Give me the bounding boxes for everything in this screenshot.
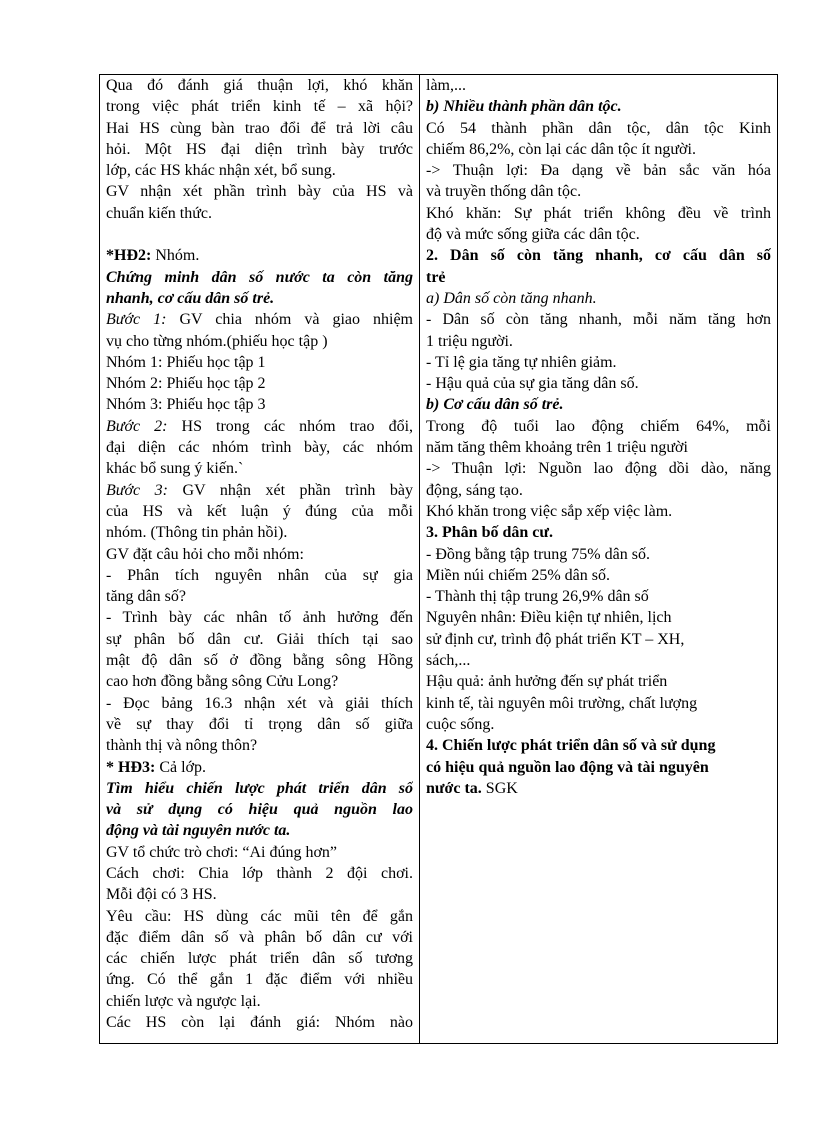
content-column — [420, 75, 778, 1044]
step3-label: Bước 3: — [106, 481, 168, 499]
sgk-reference: SGK — [481, 779, 518, 797]
blank-line — [106, 224, 413, 245]
right-line: - Đồng bằng tập trung 75% dân số. — [426, 545, 650, 563]
right-line: sử định cư, trình độ phát triển KT – XH, — [426, 630, 685, 648]
right-line: và truyền thống dân tộc. — [426, 183, 582, 201]
hd3-line — [106, 757, 413, 778]
question-line: GV đặt câu hỏi cho mỗi nhóm: — [106, 545, 304, 563]
question-line: - Phân tích nguyên nhân của sự gia — [106, 566, 413, 584]
left-line: khác bổ sung ý kiến.` — [106, 460, 244, 478]
right-line: -> Thuận lợi: Nguồn lao động dồi dào, năng — [426, 460, 771, 478]
game-line: các chiến lược phát triển dân số tương — [106, 950, 413, 968]
hd2-title: nhanh, cơ cấu dân số trẻ. — [106, 289, 275, 307]
group-line: Nhóm 2: Phiếu học tập 2 — [106, 375, 266, 393]
question-line: sự phân bố dân cư. Giải thích tại sao — [106, 630, 413, 648]
left-line: Hai HS cùng bàn trao đổi để trả lời câu — [106, 119, 413, 137]
left-line: chuẩn kiến thức. — [106, 204, 212, 222]
hd3-title: động và tài nguyên nước ta. — [106, 822, 291, 840]
question-line: - Đọc bảng 16.3 nhận xét và giải thích — [106, 694, 413, 712]
left-line: trong việc phát triển kinh tế – xã hội? — [106, 98, 413, 116]
right-line: động, sáng tạo. — [426, 481, 523, 499]
question-line: - Trình bày các nhân tố ảnh hưởng đến — [106, 609, 413, 627]
left-line: lớp, các HS khác nhận xét, bổ sung. — [106, 162, 336, 180]
section-4-heading-end: nước ta. — [426, 779, 482, 797]
right-line: chiếm 86,2%, còn lại các dân tộc ít người. — [426, 140, 696, 158]
hd3-label: * HĐ3: — [106, 758, 156, 776]
hd3-title: Tìm hiểu chiến lược phát triển dân số — [106, 779, 413, 797]
question-line: thành thị và nông thôn? — [106, 737, 258, 755]
lesson-plan-table — [99, 74, 778, 1044]
left-line: nhóm. (Thông tin phản hồi). — [106, 524, 288, 542]
step1-text: GV chia nhóm và giao nhiệm — [166, 311, 413, 329]
left-line: hỏi. Một HS đại diện trình bày trước — [106, 140, 413, 158]
left-line: của HS và kết luận ý đúng của mỗi — [106, 502, 413, 520]
right-line: Có 54 thành phần dân tộc, dân tộc Kinh — [426, 119, 771, 137]
hd2-title: Chứng minh dân số nước ta còn tăng — [106, 268, 413, 286]
question-line: về sự thay đổi tỉ trọng dân số giữa — [106, 715, 413, 733]
game-line: ứng. Có thể gắn 1 đặc điểm với nhiều — [106, 971, 413, 989]
right-line: - Thành thị tập trung 26,9% dân số — [426, 588, 649, 606]
section-b2-heading: b) Cơ cấu dân số trẻ. — [426, 396, 564, 414]
step2-line — [106, 416, 413, 437]
section-b-heading: b) Nhiều thành phần dân tộc. — [426, 98, 622, 116]
right-line: Nguyên nhân: Điều kiện tự nhiên, lịch — [426, 609, 672, 627]
section-a-heading: a) Dân số còn tăng nhanh. — [426, 289, 597, 307]
game-line: Yêu cầu: HS dùng các mũi tên để gắn — [106, 907, 413, 925]
group-line: Nhóm 3: Phiếu học tập 3 — [106, 396, 266, 414]
section-2-heading: trẻ — [426, 268, 446, 286]
step2-text: HS trong các nhóm trao đổi, — [167, 417, 413, 435]
left-line: đại diện các nhóm trình bày, các nhóm — [106, 439, 413, 457]
left-line: GV nhận xét phần trình bày của HS và — [106, 183, 413, 201]
teacher-activity-column — [100, 75, 420, 1044]
right-line: - Dân số còn tăng nhanh, mỗi năm tăng hơn — [426, 311, 771, 329]
hd2-mode: Nhóm. — [151, 247, 200, 265]
game-line: Mỗi đội có 3 HS. — [106, 886, 217, 904]
section-4-heading: có hiệu quả nguồn lao động và tài nguyên — [426, 758, 709, 776]
left-line: Qua đó đánh giá thuận lợi, khó khăn — [106, 77, 413, 94]
right-line: -> Thuận lợi: Đa dạng về bản sắc văn hóa — [426, 162, 771, 180]
right-line: Miền núi chiếm 25% dân số. — [426, 566, 610, 584]
right-line: độ và mức sống giữa các dân tộc. — [426, 226, 640, 244]
game-line: đặc điểm dân số và phân bố dân cư với — [106, 928, 413, 946]
step1-line — [106, 309, 413, 330]
right-line: năm tăng thêm khoảng trên 1 triệu người — [426, 439, 688, 457]
hd2-label: *HĐ2: — [106, 247, 152, 265]
hd3-title: và sử dụng có hiệu quả nguồn lao — [106, 801, 413, 819]
question-line: tăng dân số? — [106, 588, 186, 606]
hd2-line — [106, 245, 413, 266]
section-3-heading: 3. Phân bố dân cư. — [426, 524, 553, 542]
right-line: Khó khăn: Sự phát triển không đều về trình — [426, 204, 771, 222]
section-4-last-line — [426, 778, 771, 799]
right-line: Trong độ tuổi lao động chiếm 64%, mỗi — [426, 417, 771, 435]
section-4-heading: 4. Chiến lược phát triển dân số và sử dụng — [426, 737, 716, 755]
right-line: - Tỉ lệ gia tăng tự nhiên giảm. — [426, 353, 617, 371]
step3-text: GV nhận xét phần trình bày — [168, 481, 413, 499]
step1-label: Bước 1: — [106, 311, 167, 329]
section-2-heading: 2. Dân số còn tăng nhanh, cơ cấu dân số — [426, 247, 771, 265]
group-line: Nhóm 1: Phiếu học tập 1 — [106, 353, 266, 371]
right-line: Hậu quả: ảnh hưởng đến sự phát triển — [426, 673, 668, 691]
game-line: Cách chơi: Chia lớp thành 2 đội chơi. — [106, 864, 413, 882]
right-line: làm,... — [426, 77, 466, 94]
right-line: kinh tế, tài nguyên môi trường, chất lượng — [426, 694, 698, 712]
question-line: cao hơn đồng bằng sông Cửu Long? — [106, 673, 339, 691]
right-line: 1 triệu người. — [426, 332, 513, 350]
step3-line — [106, 480, 413, 501]
step2-label: Bước 2: — [106, 417, 168, 435]
game-line: Các HS còn lại đánh giá: Nhóm nào — [106, 1014, 413, 1032]
right-line: - Hậu quả của sự gia tăng dân số. — [426, 375, 639, 393]
left-line: vụ cho từng nhóm.(phiếu học tập ) — [106, 332, 328, 350]
game-line: chiến lược và ngược lại. — [106, 992, 261, 1010]
hd3-mode: Cả lớp. — [155, 758, 207, 776]
question-line: mật độ dân số ở đồng bằng sông Hồng — [106, 652, 413, 670]
right-line: cuộc sống. — [426, 715, 495, 733]
right-line: Khó khăn trong việc sắp xếp việc làm. — [426, 502, 673, 520]
right-line: sách,... — [426, 652, 471, 670]
game-line: GV tổ chức trò chơi: “Ai đúng hơn” — [106, 843, 338, 861]
